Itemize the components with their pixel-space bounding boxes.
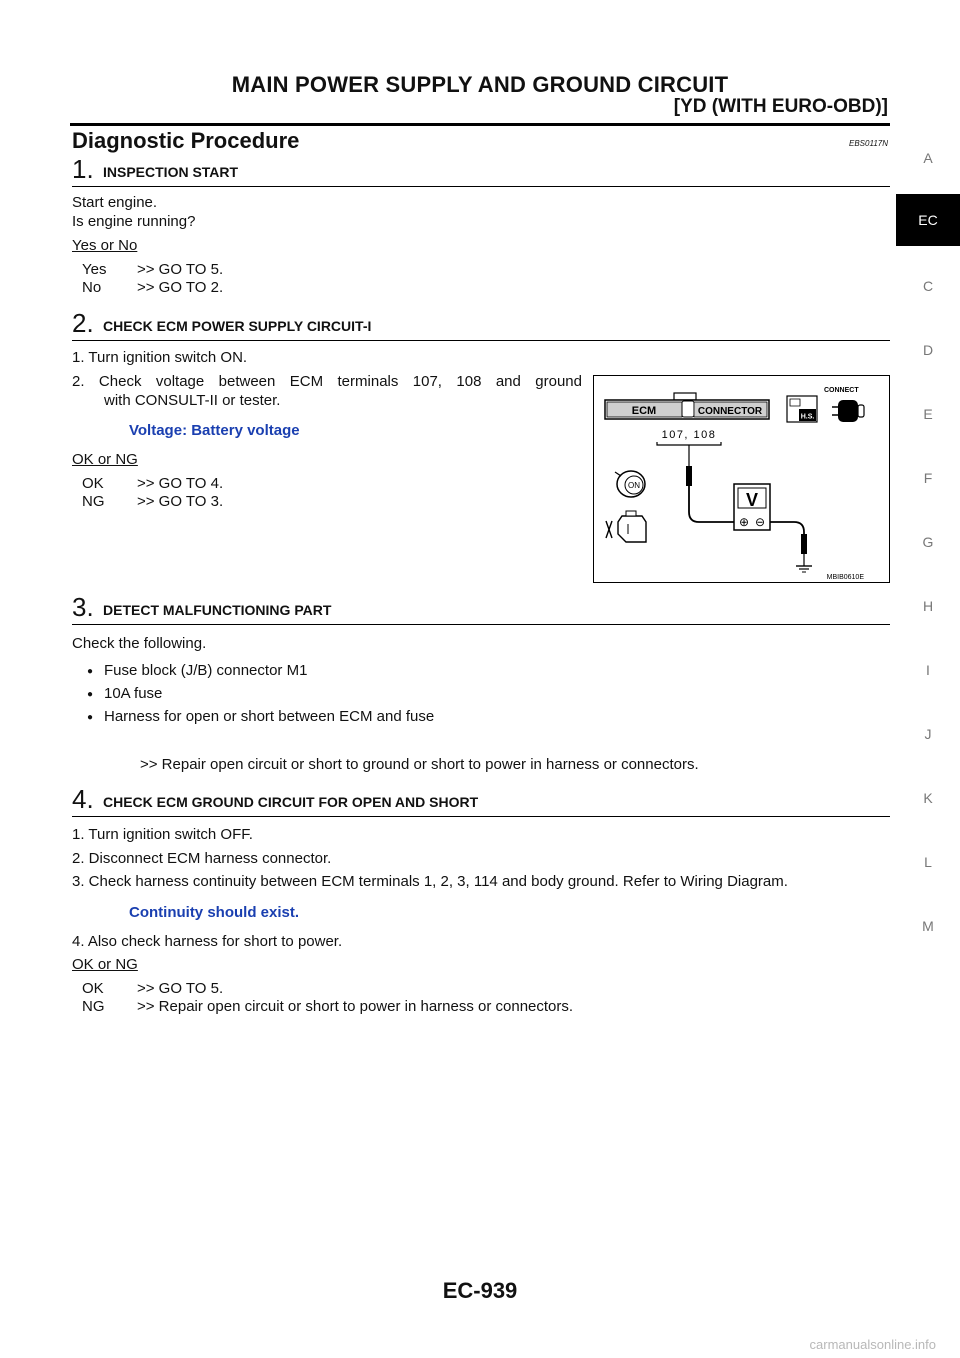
tab-h[interactable]: H (922, 598, 934, 614)
result-key: OK (82, 475, 104, 492)
result-key: NG (82, 493, 105, 510)
meter-minus-terminal: ⊖ (754, 515, 766, 529)
meter-label: V (745, 490, 759, 510)
bullet-item: ● 10A fuse (104, 684, 162, 704)
result-key: NG (82, 998, 105, 1015)
result-value: >> Repair open circuit or short to power in harness or connectors. (137, 998, 574, 1015)
result-key: No (82, 279, 102, 296)
on-label: ON (628, 481, 640, 490)
tab-ec-active[interactable] (896, 194, 960, 246)
ignition-key-icon (615, 471, 645, 497)
tab-d[interactable]: D (922, 342, 934, 358)
step-title: CHECK ECM POWER SUPPLY CIRCUIT-I (103, 318, 372, 334)
result-value: >> GO TO 5. (137, 261, 224, 278)
bullet-item: ● Fuse block (J/B) connector M1 (104, 661, 307, 681)
tab-c[interactable]: C (922, 278, 934, 294)
bullet-item: ● Harness for open or short between ECM and fuse (104, 707, 434, 727)
step-1-line: Start engine. (72, 194, 158, 211)
step-3-result: >> Repair open circuit or short to ground or short to power in harness or connectors. (140, 756, 699, 773)
tab-f[interactable]: F (923, 470, 933, 486)
step-2-item: 2. Check voltage between ECM terminals 107, 108 and ground (72, 373, 582, 390)
step-4-item: 4. Also check harness for short to power. (72, 933, 343, 950)
step-2-decision: OK or NG (72, 451, 138, 468)
result-value: >> GO TO 2. (137, 279, 224, 296)
connect-label: CONNECT (824, 387, 859, 394)
tab-i[interactable]: I (926, 662, 930, 678)
tab-e[interactable]: E (923, 406, 933, 422)
step-1-line: Is engine running? (72, 213, 196, 230)
step-4-item: 1. Turn ignition switch OFF. (72, 826, 253, 843)
ground-icon (796, 566, 812, 572)
connect-icon (832, 400, 864, 422)
harness-side-icon (787, 396, 817, 422)
voltage-check-diagram (593, 375, 890, 583)
result-value: >> GO TO 3. (137, 493, 224, 510)
step-4-decision: OK or NG (72, 956, 138, 973)
tab-a[interactable]: A (923, 150, 933, 166)
result-key: OK (82, 980, 104, 997)
step-title: CHECK ECM GROUND CIRCUIT FOR OPEN AND SHORT (103, 794, 479, 810)
step-2-item-continued: with CONSULT-II or tester. (104, 392, 281, 409)
header-divider (70, 123, 890, 126)
meter-plus-terminal: ⊕ (738, 515, 750, 529)
step-number: 4. (72, 784, 94, 814)
step-2-header (72, 308, 890, 341)
step-4-item: 3. Check harness continuity between ECM terminals 1, 2, 3, 114 and body ground. Refer to Wiring Diagram. (72, 873, 788, 890)
page-number: EC-939 (442, 1278, 518, 1303)
tab-k[interactable]: K (923, 790, 933, 806)
tab-ec-label: EC (918, 212, 938, 228)
page-header-title: MAIN POWER SUPPLY AND GROUND CIRCUIT (231, 72, 729, 97)
step-number: 1. (72, 154, 94, 184)
tab-l[interactable]: L (924, 854, 932, 870)
step-4-spec: Continuity should exist. (129, 904, 300, 921)
section-code: EBS0117N (849, 139, 888, 148)
tab-m[interactable]: M (922, 918, 934, 934)
step-3-intro: Check the following. (72, 635, 207, 652)
page-header-subtitle: [YD (WITH EURO-OBD)] (673, 96, 888, 117)
terminal-label: 107, 108 (661, 429, 717, 441)
step-2-item: 1. Turn ignition switch ON. (72, 349, 248, 366)
tab-g[interactable]: G (922, 534, 934, 550)
figure-code: MBIB0610E (826, 574, 864, 581)
watermark: carmanualsonline.info (809, 1337, 936, 1352)
step-4-item: 2. Disconnect ECM harness connector. (72, 850, 332, 867)
result-value: >> GO TO 4. (137, 475, 224, 492)
section-title: Diagnostic Procedure (72, 128, 300, 153)
step-title: INSPECTION START (103, 164, 239, 180)
step-2-spec: Voltage: Battery voltage (129, 422, 300, 439)
step-title: DETECT MALFUNCTIONING PART (103, 602, 332, 618)
hs-label: H.S. (800, 413, 815, 421)
step-3-header (72, 592, 890, 625)
engine-icon (606, 511, 646, 542)
result-key: Yes (82, 261, 107, 278)
result-value: >> GO TO 5. (137, 980, 224, 997)
step-number: 2. (72, 308, 94, 338)
step-number: 3. (72, 592, 94, 622)
section-index-tabs (890, 0, 960, 1358)
step-4-header (72, 784, 890, 817)
ecm-label: ECM (631, 405, 657, 417)
tab-j[interactable]: J (924, 726, 932, 742)
step-1-header (72, 154, 890, 187)
step-1-decision: Yes or No (72, 237, 138, 254)
connector-label: CONNECTOR (697, 406, 763, 417)
